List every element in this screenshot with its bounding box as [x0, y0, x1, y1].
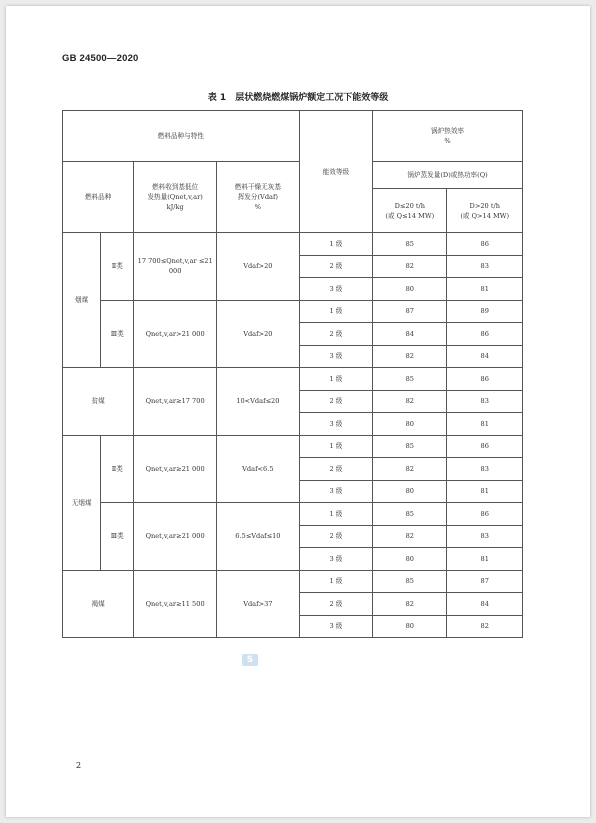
grade-cell: 2 级 [299, 323, 372, 346]
efficiency-large-cell: 81 [447, 548, 523, 571]
grade-cell: 2 级 [299, 390, 372, 413]
volatile-cell: Vdaf>20 [216, 233, 299, 301]
efficiency-small-cell: 80 [373, 480, 447, 503]
energy-efficiency-table [62, 110, 523, 638]
efficiency-large-cell: 83 [447, 390, 523, 413]
efficiency-small-cell: 82 [373, 458, 447, 481]
efficiency-small-cell: 80 [373, 413, 447, 436]
efficiency-small-cell: 84 [373, 323, 447, 346]
efficiency-large-cell: 81 [447, 413, 523, 436]
header-large-capacity [447, 189, 523, 233]
header-heating-value-line1: 燃料收到基低位 [152, 183, 199, 191]
volatile-cell: Vdaf>20 [216, 300, 299, 368]
page-number: 2 [76, 761, 82, 770]
efficiency-small-cell: 80 [373, 548, 447, 571]
grade-cell: 1 级 [299, 435, 372, 458]
header-efficiency-unit: % [444, 137, 451, 145]
grade-cell: 1 级 [299, 570, 372, 593]
header-fuel-type: 燃料品种 [63, 162, 134, 233]
header-heating-value-line2: 发热量(Qnet,v,ar) [147, 193, 203, 201]
volatile-cell: Vdaf>37 [216, 570, 299, 638]
efficiency-small-cell: 80 [373, 278, 447, 301]
grade-cell: 3 级 [299, 548, 372, 571]
efficiency-small-cell: 82 [373, 345, 447, 368]
grade-cell: 3 级 [299, 615, 372, 638]
efficiency-large-cell: 83 [447, 255, 523, 278]
fuel-subclass-cell: Ⅲ类 [101, 300, 134, 368]
efficiency-small-cell: 85 [373, 435, 447, 458]
fuel-subclass-cell: Ⅲ类 [101, 503, 134, 571]
efficiency-large-cell: 84 [447, 593, 523, 616]
grade-cell: 1 级 [299, 503, 372, 526]
grade-cell: 2 级 [299, 458, 372, 481]
table-row [63, 300, 523, 323]
efficiency-small-cell: 85 [373, 233, 447, 256]
efficiency-large-cell: 86 [447, 435, 523, 458]
efficiency-small-cell: 82 [373, 255, 447, 278]
header-grade: 能效等级 [299, 111, 372, 233]
header-heating-value-unit: kJ/kg [166, 203, 184, 211]
efficiency-large-cell: 81 [447, 278, 523, 301]
header-large-capacity-line2: (或 Q>14 MW) [460, 211, 510, 220]
header-heating-value [134, 162, 217, 233]
heating-value-cell: Qnet,v,ar≥21 000 [134, 503, 217, 571]
table-row [63, 503, 523, 526]
document-page [6, 6, 590, 817]
efficiency-small-cell: 82 [373, 525, 447, 548]
grade-cell: 1 级 [299, 233, 372, 256]
header-efficiency [373, 111, 523, 162]
volatile-cell: Vdaf<6.5 [216, 435, 299, 503]
header-fuel-properties: 燃料品种与特性 [63, 111, 300, 162]
efficiency-small-cell: 85 [373, 570, 447, 593]
efficiency-large-cell: 84 [447, 345, 523, 368]
efficiency-large-cell: 86 [447, 233, 523, 256]
watermark-logo: S [242, 654, 258, 666]
fuel-type-cell: 无烟煤 [63, 435, 101, 570]
efficiency-small-cell: 80 [373, 615, 447, 638]
efficiency-large-cell: 86 [447, 503, 523, 526]
header-volatile-unit: % [254, 203, 261, 211]
efficiency-small-cell: 85 [373, 503, 447, 526]
efficiency-small-cell: 82 [373, 593, 447, 616]
fuel-type-cell: 烟煤 [63, 233, 101, 368]
efficiency-large-cell: 86 [447, 368, 523, 391]
fuel-subclass-cell: Ⅱ类 [101, 233, 134, 301]
heating-value-cell: Qnet,v,ar≥11 500 [134, 570, 217, 638]
header-volatile-line1: 燃料干燥无灰基 [234, 183, 281, 191]
fuel-subclass-cell: Ⅱ类 [101, 435, 134, 503]
fuel-type-cell: 褐煤 [63, 570, 134, 638]
efficiency-small-cell: 87 [373, 300, 447, 323]
efficiency-large-cell: 82 [447, 615, 523, 638]
efficiency-small-cell: 85 [373, 368, 447, 391]
volatile-cell: 10<Vdaf≤20 [216, 368, 299, 436]
grade-cell: 1 级 [299, 300, 372, 323]
header-small-capacity [373, 189, 447, 233]
grade-cell: 3 级 [299, 480, 372, 503]
heating-value-cell: Qnet,v,ar≥17 700 [134, 368, 217, 436]
table-row [63, 368, 523, 391]
efficiency-large-cell: 86 [447, 323, 523, 346]
grade-cell: 2 级 [299, 593, 372, 616]
header-volatile [216, 162, 299, 233]
table-row [63, 435, 523, 458]
header-large-capacity-line1: D>20 t/h [469, 201, 500, 210]
efficiency-large-cell: 83 [447, 525, 523, 548]
efficiency-large-cell: 83 [447, 458, 523, 481]
table-row [63, 570, 523, 593]
efficiency-large-cell: 87 [447, 570, 523, 593]
efficiency-large-cell: 89 [447, 300, 523, 323]
standard-number: GB 24500—2020 [62, 53, 139, 64]
heating-value-cell: 17 700≤Qnet,v,ar ≤21 000 [134, 233, 217, 301]
efficiency-large-cell: 81 [447, 480, 523, 503]
header-volatile-line2: 挥发分(Vdaf) [237, 193, 278, 201]
grade-cell: 3 级 [299, 413, 372, 436]
grade-cell: 2 级 [299, 255, 372, 278]
grade-cell: 1 级 [299, 368, 372, 391]
fuel-type-cell: 贫煤 [63, 368, 134, 436]
heating-value-cell: Qnet,v,ar>21 000 [134, 300, 217, 368]
grade-cell: 3 级 [299, 345, 372, 368]
header-capacity: 锅炉蒸发量(D)或热功率(Q) [373, 162, 523, 189]
grade-cell: 3 级 [299, 278, 372, 301]
table-caption: 表 1 层状燃烧燃煤锅炉额定工况下能效等级 [207, 93, 389, 103]
grade-cell: 2 级 [299, 525, 372, 548]
volatile-cell: 6.5≤Vdaf≤10 [216, 503, 299, 571]
heating-value-cell: Qnet,v,ar≥21 000 [134, 435, 217, 503]
header-efficiency-label: 锅炉热效率 [431, 127, 465, 135]
table-row [63, 233, 523, 256]
header-small-capacity-line1: D≤20 t/h [394, 201, 425, 210]
header-small-capacity-line2: (或 Q≤14 MW) [385, 211, 435, 220]
efficiency-small-cell: 82 [373, 390, 447, 413]
